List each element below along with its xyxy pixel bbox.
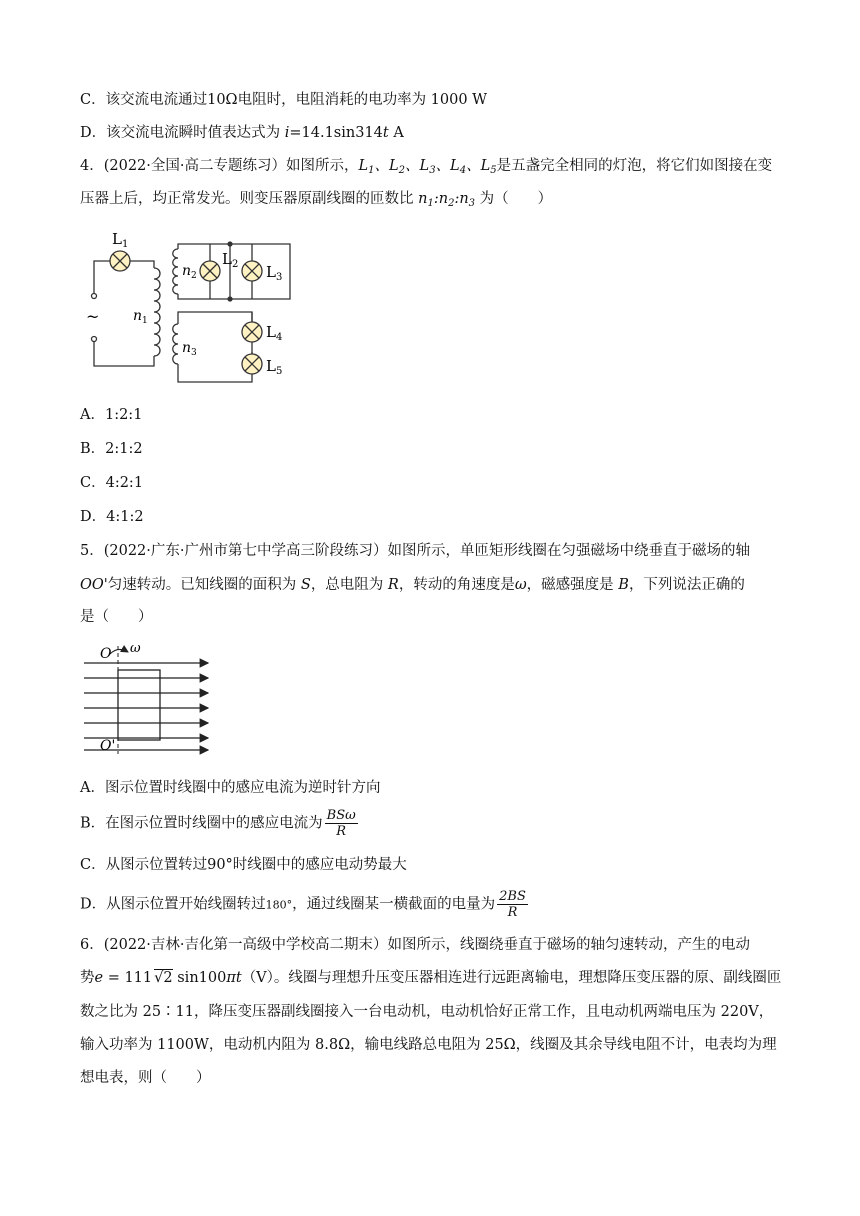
q3-option-d-var-t: t xyxy=(382,125,389,141)
label-L1: $L_1$ xyxy=(112,230,129,250)
label-n1: $n_1$ xyxy=(133,308,148,326)
q4-stem-text-4: 为（ ） xyxy=(475,191,553,207)
label-L3: $L_3$ xyxy=(266,263,283,283)
q5-stem-text-3: ，转动的角速度是 xyxy=(398,577,515,593)
lamp-L5 xyxy=(242,354,262,374)
label-L5: $L_5$ xyxy=(266,357,283,377)
fraction-numerator: BSω xyxy=(326,808,356,823)
q4-option-b: B．2:1:2 xyxy=(80,441,143,457)
q6-var-t: t xyxy=(235,970,242,986)
q5-stem-text-5: ，下列说法正确的 xyxy=(628,577,745,593)
q4-transformer-diagram xyxy=(80,224,310,389)
q3-option-c: C．该交流电流通过10Ω电阻时，电阻消耗的电功率为 1000 W xyxy=(80,92,488,108)
q4-option-c: C．4:2:1 xyxy=(80,475,144,491)
label-L4: $L_4$ xyxy=(266,323,283,343)
q5-option-d-text-2: ，通过线圈某一横截面的电量为 xyxy=(292,896,496,913)
lamp-L1 xyxy=(110,251,130,271)
q5-option-c-degree: 90° xyxy=(207,857,233,873)
q5-stem-line1: 5．(2022·广东·广州市第七中学高三阶段练习）如图所示，单匝矩形线圈在匀强磁场中绕垂直于磁场的轴 xyxy=(80,543,750,559)
lamp-L2 xyxy=(200,261,220,281)
label-L2: $L_2$ xyxy=(222,250,239,270)
q6-stem-text: 势 xyxy=(80,970,95,986)
fraction-denominator: R xyxy=(507,905,518,920)
label-O: O xyxy=(100,646,112,662)
label-n2: $n_2$ xyxy=(182,263,197,281)
lamp-L3 xyxy=(242,261,262,281)
q4-stem-text-3: 压器上后，均正常发光。则变压器原副线圈的匝数比 xyxy=(80,191,419,207)
q5-var-omega: ω xyxy=(514,577,527,593)
q6-expr-coef: = 111 xyxy=(103,970,153,986)
rectangular-coil xyxy=(118,670,160,740)
q5-option-c xyxy=(80,854,407,876)
q4-option-a: A．1:2:1 xyxy=(80,407,143,423)
q6-sqrt: √2 xyxy=(154,970,173,986)
q4-turns-ratio: $n_1:n_2:n_3$ xyxy=(418,191,476,209)
q4-stem-line2 xyxy=(80,188,552,215)
q5-axis: OO' xyxy=(80,577,108,593)
q5-stem-text: 匀速转动。已知线圈的面积为 xyxy=(107,577,301,593)
q5-stem-text-4: ，磁感强度是 xyxy=(526,577,619,593)
q5-var-b: B xyxy=(618,577,629,593)
fraction-denominator: R xyxy=(336,824,347,839)
q5-option-c-text: C．从图示位置转过 xyxy=(80,857,208,873)
q5-option-d xyxy=(80,889,528,920)
q6-stem-text-2: （V）。线圈与理想升压变压器相连进行远距离输电，理想降压变压器的原、副线圈匝 xyxy=(241,970,782,986)
q5-option-b-text: B．在图示位置时线圈中的感应电流为 xyxy=(80,815,323,832)
q6-stem-line3: 数之比为 25∶11，降压变压器副线圈接入一台电动机，电动机恰好正常工作，且电动机两端电压为 220V， xyxy=(80,1004,774,1020)
q6-stem-line4: 输入功率为 1100W，电动机内阻为 8.8Ω，输电线路总电阻为 25Ω，线圈及其余导线电阻不计，电表均为理 xyxy=(80,1037,777,1053)
q5-var-s: S xyxy=(300,577,311,593)
q5-option-d-fraction xyxy=(497,889,528,920)
fraction-numerator: 2BS xyxy=(499,889,526,904)
q3-option-d xyxy=(80,122,404,144)
q5-option-d-degree: 180° xyxy=(265,898,293,912)
q3-option-d-text: D．该交流电流瞬时值表达式为 xyxy=(80,125,285,141)
q6-stem-line1: 6．(2022·吉林·吉化第一高级中学校高二期末）如图所示，线圈绕垂直于磁场的轴匀速转动，产生的电动 xyxy=(80,937,750,953)
q6-var-pi: π xyxy=(226,970,236,986)
q6-expr-sin: sin100 xyxy=(172,970,227,986)
q5-option-a: A．图示位置时线圈中的感应电流为逆时针方向 xyxy=(80,780,381,796)
q5-stem-line3: 是（ ） xyxy=(80,609,153,625)
q5-option-d-text: D．从图示位置开始线圈转过 xyxy=(80,896,266,913)
q3-option-d-var-i: i xyxy=(284,125,290,141)
q5-option-c-text-2: 时线圈中的感应电动势最大 xyxy=(232,857,407,873)
q4-stem-text: 4．(2022·全国·高二专题练习）如图所示， xyxy=(80,158,359,174)
label-omega: ω xyxy=(130,641,141,656)
q4-option-d: D．4:1:2 xyxy=(80,509,144,525)
q4-lamp-list: $L_1$、$L_2$、$L_3$、$L_4$、$L_5$ xyxy=(358,158,497,176)
q6-stem-line5: 想电表，则（ ） xyxy=(80,1070,211,1086)
q5-option-b xyxy=(80,808,358,839)
rotation-arrow-icon xyxy=(110,649,128,654)
ac-source-symbol: ~ xyxy=(86,307,100,326)
q4-stem-line1 xyxy=(80,155,772,182)
q5-stem-line2 xyxy=(80,574,745,596)
q4-stem-text-2: 是五盏完全相同的灯泡，将它们如图接在变 xyxy=(496,158,773,174)
label-O-prime: O' xyxy=(100,738,116,754)
q5-stem-text-2: ，总电阻为 xyxy=(310,577,388,593)
q5-option-b-fraction xyxy=(325,808,358,839)
label-n3: $n_3$ xyxy=(182,340,197,358)
q6-sqrt-arg: 2 xyxy=(163,970,173,986)
q6-var-e: e xyxy=(94,970,104,986)
q3-option-d-expr: =14.1sin314 xyxy=(289,125,383,141)
q5-coil-in-field-diagram xyxy=(80,640,220,760)
q5-var-r: R xyxy=(387,577,399,593)
q3-option-d-unit: A xyxy=(388,125,404,141)
q6-stem-line2 xyxy=(80,967,781,989)
lamp-L4 xyxy=(242,322,262,342)
